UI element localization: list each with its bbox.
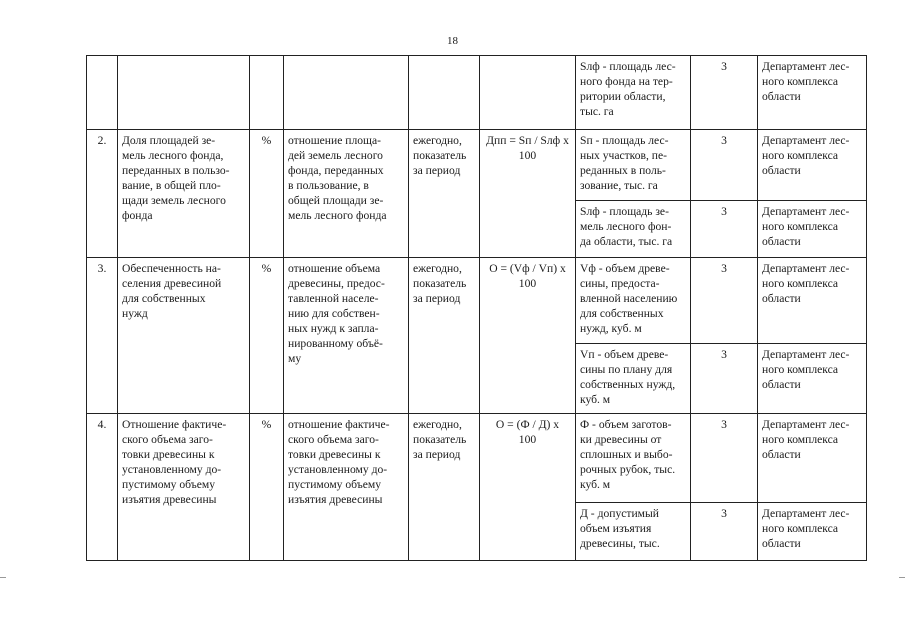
formula-cell (480, 56, 576, 130)
row-number: 4. (87, 414, 118, 561)
unit-cell (250, 56, 284, 130)
method-cell: отношение площа- дей земель лесного фонда, переданных в пользование, в общей площади зе- мель лесного фонда (284, 130, 409, 258)
row-number: 3. (87, 258, 118, 414)
code-cell: 3 (691, 344, 758, 414)
code-cell: 3 (691, 56, 758, 130)
indicator-name (118, 56, 250, 130)
method-cell (284, 56, 409, 130)
table-row (87, 130, 867, 201)
frequency-cell: ежегодно, показатель за период (409, 258, 480, 414)
source-cell: Департамент лес- ного комплекса области (758, 56, 867, 130)
code-cell: 3 (691, 130, 758, 201)
code-cell: 3 (691, 414, 758, 503)
table-row (87, 56, 867, 130)
table-row (87, 258, 867, 344)
table-row (87, 414, 867, 503)
frequency-cell: ежегодно, показатель за период (409, 414, 480, 561)
indicator-table (86, 55, 867, 561)
formula-cell: Дпп = Sп / Sлф х 100 (480, 130, 576, 258)
row-number (87, 56, 118, 130)
scan-mark-left (0, 577, 6, 578)
unit-cell: % (250, 414, 284, 561)
row-number: 2. (87, 130, 118, 258)
code-cell: 3 (691, 503, 758, 561)
method-cell: отношение объема древесины, предос- тавленной населе- нию для собствен- ных нужд к запла- нированному объё- му (284, 258, 409, 414)
indicator-name: Отношение фактиче- ского объема заго- товки древесины к установленному до- пустимому объему изъятия древесины (118, 414, 250, 561)
parameter-cell: Sп - площадь лес- ных участков, пе- реданных в поль- зование, тыс. га (576, 130, 691, 201)
scan-mark-right (899, 577, 905, 578)
parameter-cell: Sлф - площадь лес- ного фонда на тер- ритории области, тыс. га (576, 56, 691, 130)
parameter-cell: Vф - объем древе- сины, предоста- вленной населению для собственных нужд, куб. м (576, 258, 691, 344)
method-cell: отношение фактиче- ского объема заго- товки древесины к установленному до- пустимому объему изъятия древесины (284, 414, 409, 561)
source-cell: Департамент лес- ного комплекса области (758, 344, 867, 414)
formula-cell: О = (Vф / Vп) х 100 (480, 258, 576, 414)
source-cell: Департамент лес- ного комплекса области (758, 130, 867, 201)
parameter-cell: Ф - объем заготов- ки древесины от сплошных и выбо- рочных рубок, тыс. куб. м (576, 414, 691, 503)
frequency-cell: ежегодно, показатель за период (409, 130, 480, 258)
indicator-name: Доля площадей зе- мель лесного фонда, переданных в пользо- вание, в общей пло- щади земель лесного фонда (118, 130, 250, 258)
source-cell: Департамент лес- ного комплекса области (758, 503, 867, 561)
unit-cell: % (250, 258, 284, 414)
unit-cell: % (250, 130, 284, 258)
source-cell: Департамент лес- ного комплекса области (758, 258, 867, 344)
indicator-name: Обеспеченность на- селения древесиной для собственных нужд (118, 258, 250, 414)
parameter-cell: Sлф - площадь зе- мель лесного фон- да области, тыс. га (576, 201, 691, 258)
parameter-cell: Д - допустимый объем изъятия древесины, тыс. (576, 503, 691, 561)
frequency-cell (409, 56, 480, 130)
code-cell: 3 (691, 258, 758, 344)
code-cell: 3 (691, 201, 758, 258)
page-number: 18 (447, 35, 458, 47)
formula-cell: О = (Ф / Д) х 100 (480, 414, 576, 561)
source-cell: Департамент лес- ного комплекса области (758, 414, 867, 503)
source-cell: Департамент лес- ного комплекса области (758, 201, 867, 258)
parameter-cell: Vп - объем древе- сины по плану для собственных нужд, куб. м (576, 344, 691, 414)
